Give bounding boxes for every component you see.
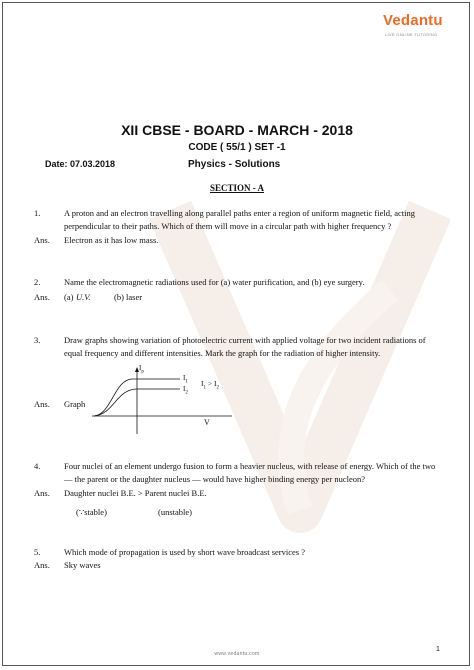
question-3-number: 3. [34, 335, 41, 345]
answer-3-label: Ans. [34, 399, 50, 409]
question-3-line-2: equal frequency and different intensities. Mark the graph for the radiation of higher intensity. [64, 348, 381, 358]
question-4-line-2: — the parent or the daughter nucleus — would have higher binding energy per nucleon? [64, 474, 366, 484]
question-4-number: 4. [34, 461, 41, 471]
answer-4-note-unstable: (unstable) [158, 507, 192, 517]
question-5-line-1: Which mode of propagation is used by short wave broadcast services ? [64, 547, 305, 557]
curve-i2-label: $I_2$ [183, 385, 188, 396]
logo-tagline: LIVE ONLINE TUTORING [385, 32, 438, 37]
logo-text: Vedantu [383, 12, 443, 29]
answer-4-label: Ans. [34, 488, 50, 498]
question-1-number: 1. [34, 208, 41, 218]
answer-2-label: Ans. [34, 292, 50, 302]
answer-1-label: Ans. [34, 235, 50, 245]
intensity-relation: $I_1 > I_2$ [201, 379, 219, 391]
footer-url: www.vedantu.com [214, 651, 260, 657]
page-number: 1 [436, 646, 440, 653]
answer-3-text: Graph [64, 399, 86, 409]
answer-4-note-stable: (∵stable) [76, 507, 107, 517]
paper-code: CODE ( 55/1 ) SET -1 [188, 142, 286, 153]
page-title: XII CBSE - BOARD - MARCH - 2018 [121, 122, 353, 138]
question-2-number: 2. [34, 277, 41, 287]
answer-1-text: Electron as it has low mass. [64, 235, 159, 245]
question-3-line-1: Draw graphs showing variation of photoelectric current with applied voltage for two incident radiations of [64, 335, 426, 345]
answer-2b-text: (b) laser [114, 292, 143, 302]
exam-date: Date: 07.03.2018 [45, 159, 116, 169]
answer-5-label: Ans. [34, 560, 50, 570]
answer-4-text: Daughter nuclei B.E. > Parent nuclei B.E. [64, 488, 207, 498]
graph-y-label: $I_p$ [139, 364, 144, 375]
graph-x-label: V [204, 418, 210, 427]
subject-title: Physics - Solutions [188, 159, 281, 170]
answer-5-text: Sky waves [64, 560, 101, 570]
question-5-number: 5. [34, 547, 41, 557]
question-2-line-1: Name the electromagnetic radiations used for (a) water purification, and (b) eye surgery. [64, 277, 365, 287]
answer-2a-prefix: (a) [64, 292, 74, 302]
question-1-line-1: A proton and an electron travelling along parallel paths enter a region of uniform magnetic field, acting [64, 208, 415, 218]
answer-2a-text: U.V. [76, 292, 91, 302]
curve-i1-label: $I_1$ [183, 374, 188, 385]
section-heading: SECTION - A [209, 183, 264, 193]
question-1-line-2: perpendicular to their paths. Which of them will move in a circular path with higher frequency ? [64, 221, 392, 231]
vedantu-logo [383, 10, 447, 44]
question-4-line-1: Four nuclei of an element undergo fusion to form a heavier nucleus, with release of energy. Which of the two [64, 461, 436, 471]
